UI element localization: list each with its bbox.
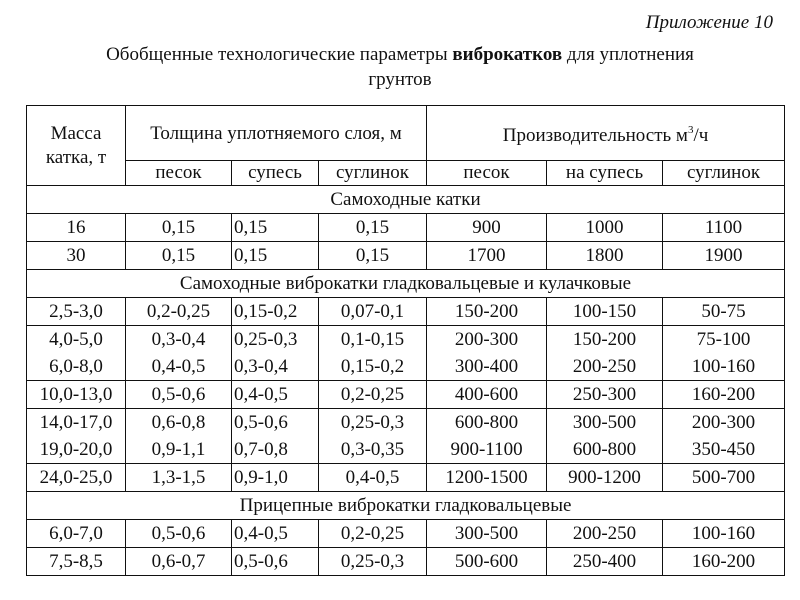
parameters-table: [26, 105, 785, 576]
table-cell: 19,0-20,0: [27, 436, 126, 464]
header-mass-line1: Масса: [50, 122, 102, 144]
title-part1: Обобщенные технологические параметры: [106, 44, 453, 65]
table-cell: 0,2-0,25: [126, 298, 232, 326]
header-productivity: [427, 106, 785, 161]
table-cell: 0,5-0,6: [232, 409, 319, 437]
table-row: [27, 298, 785, 326]
table-cell: 0,15: [319, 214, 427, 242]
table-cell: 600-800: [547, 436, 663, 464]
table-cell: 0,3-0,4: [126, 326, 232, 354]
table-cell: 0,4-0,5: [232, 381, 319, 409]
appendix-label: Приложение 10: [645, 12, 773, 33]
header-productivity-sup: 3: [687, 124, 694, 136]
table-cell: 7,5-8,5: [27, 548, 126, 576]
table-cell: 0,15: [126, 214, 232, 242]
table-row: [27, 436, 785, 464]
header-productivity-text: Производительность м: [502, 125, 688, 146]
table-cell: 1800: [547, 242, 663, 270]
title-line2: грунтов: [368, 69, 432, 90]
table-cell: 4,0-5,0: [27, 326, 126, 354]
table-cell: 200-300: [663, 409, 785, 437]
table-cell: 500-600: [427, 548, 547, 576]
table-row: [27, 409, 785, 437]
table-cell: 0,5-0,6: [126, 381, 232, 409]
document-title: [0, 42, 800, 92]
table-row: [27, 326, 785, 354]
table-cell: 1100: [663, 214, 785, 242]
table-cell: 100-160: [663, 520, 785, 548]
table-cell: 0,15: [232, 214, 319, 242]
section-title: Самоходные виброкатки гладковальцевые и кулачковые: [27, 270, 785, 298]
table-cell: 0,5-0,6: [232, 548, 319, 576]
table-cell: 0,25-0,3: [232, 326, 319, 354]
table-row: [27, 520, 785, 548]
table-row: [27, 214, 785, 242]
table-row: [27, 464, 785, 492]
table-cell: 0,3-0,35: [319, 436, 427, 464]
table-cell: 14,0-17,0: [27, 409, 126, 437]
table-cell: 1,3-1,5: [126, 464, 232, 492]
title-part2: для уплотнения: [562, 44, 694, 65]
table-cell: 600-800: [427, 409, 547, 437]
table-cell: 0,9-1,0: [232, 464, 319, 492]
table-cell: 0,6-0,8: [126, 409, 232, 437]
subheader-cell: на супесь: [547, 161, 663, 186]
table-cell: 200-250: [547, 353, 663, 381]
table-cell: 30: [27, 242, 126, 270]
table-cell: 100-150: [547, 298, 663, 326]
table-cell: 75-100: [663, 326, 785, 354]
table-cell: 300-500: [427, 520, 547, 548]
table-cell: 250-400: [547, 548, 663, 576]
table-cell: 0,2-0,25: [319, 520, 427, 548]
subheader-cell: песок: [126, 161, 232, 186]
table-cell: 160-200: [663, 548, 785, 576]
subheader-cell: суглинок: [663, 161, 785, 186]
table-cell: 350-450: [663, 436, 785, 464]
table-cell: 500-700: [663, 464, 785, 492]
table-cell: 0,15-0,2: [232, 298, 319, 326]
table-cell: 0,4-0,5: [232, 520, 319, 548]
table-cell: 300-500: [547, 409, 663, 437]
table-row: [27, 381, 785, 409]
subheader-cell: супесь: [232, 161, 319, 186]
table-cell: 0,07-0,1: [319, 298, 427, 326]
table-cell: 0,15: [319, 242, 427, 270]
header-productivity-suffix: /ч: [693, 125, 709, 146]
table-cell: 100-160: [663, 353, 785, 381]
header-mass-line2: катка, т: [45, 146, 107, 168]
table-cell: 0,4-0,5: [319, 464, 427, 492]
table-cell: 400-600: [427, 381, 547, 409]
table-cell: 900: [427, 214, 547, 242]
table-cell: 0,9-1,1: [126, 436, 232, 464]
table-cell: 24,0-25,0: [27, 464, 126, 492]
table-cell: 0,25-0,3: [319, 548, 427, 576]
section-title: Самоходные катки: [27, 186, 785, 214]
table-row: [27, 353, 785, 381]
table-cell: 150-200: [547, 326, 663, 354]
table-cell: 6,0-8,0: [27, 353, 126, 381]
table-cell: 0,6-0,7: [126, 548, 232, 576]
table-cell: 160-200: [663, 381, 785, 409]
header-mass: [27, 106, 126, 186]
table-cell: 1000: [547, 214, 663, 242]
table-row: [27, 242, 785, 270]
table-cell: 0,3-0,4: [232, 353, 319, 381]
title-bold-word: виброкатков: [452, 44, 563, 65]
table-cell: 2,5-3,0: [27, 298, 126, 326]
table-row: [27, 548, 785, 576]
subheader-cell: песок: [427, 161, 547, 186]
table-cell: 150-200: [427, 298, 547, 326]
table-cell: 0,15: [232, 242, 319, 270]
header-thickness: Толщина уплотняемого слоя, м: [126, 106, 427, 161]
table-cell: 900-1100: [427, 436, 547, 464]
table-cell: 1700: [427, 242, 547, 270]
table-cell: 900-1200: [547, 464, 663, 492]
table-cell: 10,0-13,0: [27, 381, 126, 409]
table-cell: 1900: [663, 242, 785, 270]
table-cell: 0,25-0,3: [319, 409, 427, 437]
table-cell: 0,5-0,6: [126, 520, 232, 548]
section-title: Прицепные виброкатки гладковальцевые: [27, 492, 785, 520]
table-cell: 0,1-0,15: [319, 326, 427, 354]
table-cell: 250-300: [547, 381, 663, 409]
table-cell: 16: [27, 214, 126, 242]
table-cell: 200-250: [547, 520, 663, 548]
table-cell: 0,7-0,8: [232, 436, 319, 464]
table-cell: 200-300: [427, 326, 547, 354]
table-cell: 300-400: [427, 353, 547, 381]
table-cell: 0,2-0,25: [319, 381, 427, 409]
table-cell: 0,15: [126, 242, 232, 270]
subheader-cell: суглинок: [319, 161, 427, 186]
table-cell: 1200-1500: [427, 464, 547, 492]
table-cell: 6,0-7,0: [27, 520, 126, 548]
table-cell: 50-75: [663, 298, 785, 326]
table-cell: 0,4-0,5: [126, 353, 232, 381]
table-cell: 0,15-0,2: [319, 353, 427, 381]
